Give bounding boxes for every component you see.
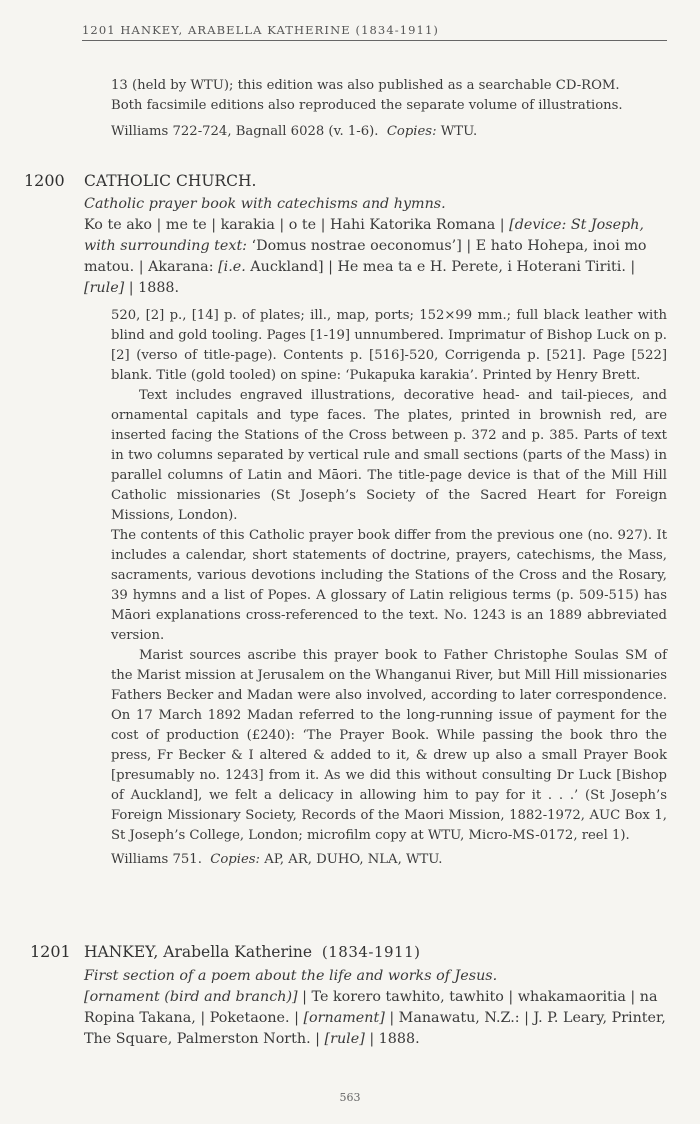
entry-subtitle-1201: First section of a poem about the life and works of Jesus. <box>84 968 498 984</box>
ref-1200: Williams 751. <box>111 852 202 867</box>
collation-1200: 520, [2] p., [14] p. of plates; ill., map, ports; 152×99 mm.; full black leather with blind and gold tooling. Pages [1-19] unnumbered. Imprimatur of Bishop Luck on p. [2] (verso of title-page). Contents p. [516]-520, Corrigenda p. [521]. Page [522] blank. Title (gold tooled) on spine: ‘Pukapuka karakia’. Printed by Henry Brett. <box>111 308 667 383</box>
entry-subtitle-1200: Catholic prayer book with catechisms and hymns. <box>84 196 446 212</box>
note-paragraph-1: Text includes engraved illustrations, decorative head- and tail-pieces, and ornamental capitals and type faces. The plates, printed in brownish red, are inserted facing the Stations of the Cross between p. 372 and p. 385. Parts of text in two columns separated by vertical rule and small sections (parts of the Mass) in parallel columns of Latin and Māori. The title-page device is that of the Mill Hill Catholic missionaries (St Joseph’s Society of the Sacred Heart for Foreign Missions, London). <box>111 388 667 523</box>
page-number: 563 <box>339 1091 361 1104</box>
note-paragraph-2: The contents of this Catholic prayer book differ from the previous one (no. 927). It includes a calendar, short statements of doctrine, prayers, catechisms, the Mass, sacraments, various devotions including the Stations of the Cross and the Rosary, 39 hymns and a list of Popes. A glossary of Latin religious terms (p. 509-515) has Māori explanations cross-referenced to the text. No. 1243 is an 1889 abbreviated version. <box>111 528 667 643</box>
entry-heading-1200: CATHOLIC CHURCH. <box>84 172 257 190</box>
running-head: 1201 HANKEY, ARABELLA KATHERINE (1834-1911) <box>82 23 667 41</box>
entry-number-1201: 1201 <box>30 942 71 961</box>
entry-titlepage-1200: Catholic prayer book with catechisms and hymns. Ko te ako | me te | karakia | o te | Hahi Katorika Romana | [device: St Joseph, with surrounding text: ‘Domus nostrae oeconomus’] | E hato Hohepa, inoi mo matou. | Akarana: [i.e. Auckland] | He mea ta e H. Perete, i Hoterani Tiriti. | [rule] | 1888. <box>84 194 669 299</box>
entry-heading-1201: HANKEY, Arabella Katherine (1834-1911) <box>84 943 421 961</box>
entry-number-1200: 1200 <box>24 171 65 190</box>
entry-body-1200: 520, [2] p., [14] p. of plates; ill., map, ports; 152×99 mm.; full black leather with blind and gold tooling. Pages [1-19] unnumbered. Imprimatur of Bishop Luck on p. [2] (verso of title-page). Contents p. [516]-520, Corrigenda p. [521]. Page [522] blank. Title (gold tooled) on spine: ‘Pukapuka karakia’. Printed by Henry Brett. Text includes engraved illustrations, decorative head- and tail-pieces, and ornamental capitals and type faces. The plates, printed in brownish red, are inserted facing the Stations of the Cross between p. 372 and p. 385. Parts of text in two columns separated by vertical rule and small sections (parts of the Mass) in parallel columns of Latin and Māori. The title-page device is that of the Mill Hill Catholic missionaries (St Joseph’s Society of the Sacred Heart for Foreign Missions, London). The contents of this Catholic prayer book differ from the previous one (no. 927). It includes a calendar, short statements of doctrine, prayers, catechisms, the Mass, sacraments, various devotions including the Stations of the Cross and the Rosary, 39 hymns and a list of Popes. A glossary of Latin religious terms (p. 509-515) has Māori explanations cross-referenced to the text. No. 1243 is an 1889 abbreviated version. Marist sources ascribe this prayer book to Father Christophe Soulas SM of the Marist mission at Jerusalem on the Whanganui River, but Mill Hill missionaries Fathers Becker and Madan were also involved, according to later correspondence. On 17 March 1892 Madan referred to the long-running issue of payment for the cost of production (£240): ‘The Prayer Book. While passing the book thro the press, Fr Becker & I altered & added to it, & drew up also a small Prayer Book [presumably no. 1243] from it. As we did this without consulting Dr Luck [Bishop of Auckland], we felt a delicacy in allowing him to pay for it . . .’ (St Joseph’s Foreign Missionary Society, Records of the Maori Mission, 1882-1972, AUC Box 1, St Joseph’s College, London; microfilm copy at WTU, Micro-MS-0172, reel 1). Williams 751. Copies: AP, AR, DUHO, NLA, WTU. <box>111 308 667 867</box>
carryover-copies: WTU. <box>440 124 478 139</box>
carryover-text: 13 (held by WTU); this edition was also published as a searchable CD-ROM. Both facsimile editions also reproduced the separate volume of illustrations. Williams 722-724, Bagnall 6028 (v. 1-6). Copies: WTU. <box>111 78 623 139</box>
copies-1200: AP, AR, DUHO, NLA, WTU. <box>264 852 443 867</box>
entry-titlepage-1201: First section of a poem about the life and works of Jesus. [ornament (bird and branch)] | Te korero tawhito, tawhito | whakamaoritia | na Ropina Takana, | Poketaone. | [ornament] | Manawatu, N.Z.: | J. P. Leary, Printer, The Square, Palmerston North. | [rule] | 1888. <box>84 966 669 1050</box>
carryover-ref: Williams 722-724, Bagnall 6028 (v. 1-6). <box>111 124 379 139</box>
note-paragraph-3: Marist sources ascribe this prayer book to Father Christophe Soulas SM of the Marist mission at Jerusalem on the Whanganui River, but Mill Hill missionaries Fathers Becker and Madan were also involved, according to later correspondence. On 17 March 1892 Madan referred to the long-running issue of payment for the cost of production (£240): ‘The Prayer Book. While passing the book thro the press, Fr Becker & I altered & added to it, & drew up also a small Prayer Book [presumably no. 1243] from it. As we did this without consulting Dr Luck [Bishop of Auckland], we felt a delicacy in allowing him to pay for it . . .’ (St Joseph’s Foreign Missionary Society, Records of the Maori Mission, 1882-1972, AUC Box 1, St Joseph’s College, London; microfilm copy at WTU, Micro-MS-0172, reel 1). <box>111 648 667 843</box>
